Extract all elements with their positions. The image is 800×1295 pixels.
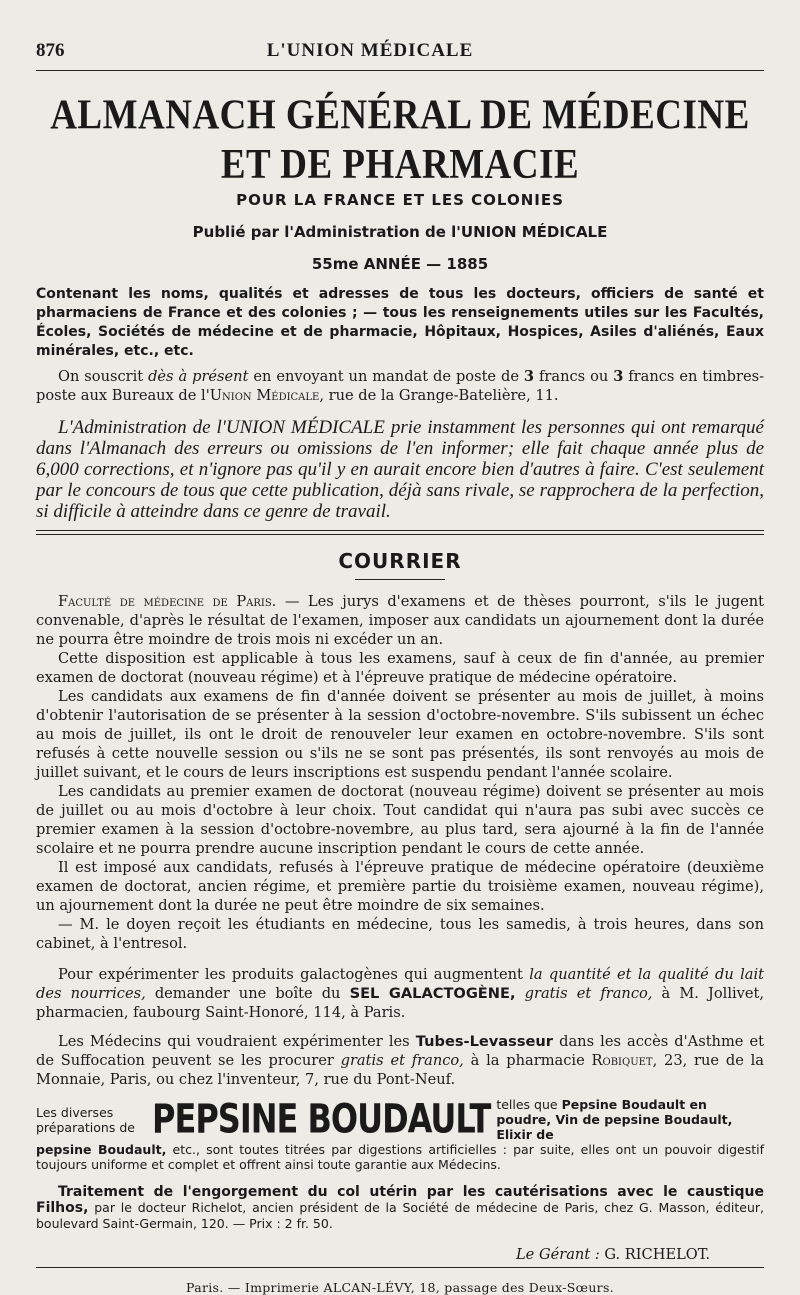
courrier-paragraph-1: [36, 592, 764, 649]
almanach-publisher: Publié par l'Administration de l'UNION MÉDICALE: [192, 223, 608, 241]
galacto-italic-2: gratis et franco,: [524, 985, 653, 1002]
price-a: 3: [523, 368, 535, 385]
printer-imprint: Paris. — Imprimerie ALCAN-LÉVY, 18, passage des Deux-Sœurs.: [186, 1280, 614, 1295]
section-divider: [36, 530, 764, 535]
page-number: 876: [36, 40, 65, 61]
pepsine-right-2: Pepsine Boudault en poudre, Vin de pepsine Boudault, Elixir de: [496, 1097, 733, 1142]
subscribe-journal: Union Médicale: [209, 387, 320, 404]
levasseur-text-2: dans les accès d'Asthme et de Suffocation peuvent se les procurer: [36, 1033, 765, 1069]
courrier-underline: [355, 579, 445, 580]
subscribe-text-4: francs en timbres-poste aux Bureaux de l': [36, 368, 765, 404]
pepsine-brand: PEPSINE BOUDAULT: [152, 1095, 491, 1143]
subscribe-text-1: On souscrit: [58, 368, 144, 385]
galactogene-advert: [36, 965, 764, 1022]
pepsine-rest-bold: pepsine Boudault,: [36, 1142, 167, 1157]
header-rule: [36, 70, 764, 71]
gerant-label: Le Gérant :: [515, 1246, 600, 1263]
levasseur-text-3: à la pharmacie: [470, 1052, 585, 1069]
subscription-paragraph: [36, 367, 764, 405]
pepsine-advert: [36, 1097, 764, 1142]
courrier-paragraph-6: — M. le doyen reçoit les étudiants en médecine, tous les samedis, à trois heures, dans son cabinet, à l'entresol.: [36, 916, 764, 952]
levasseur-italic: gratis et franco,: [340, 1052, 464, 1069]
price-b: 3: [613, 368, 624, 385]
pepsine-rest: [36, 1142, 764, 1172]
galacto-italic: la quantité et la qualité du lait des nourrices,: [36, 966, 764, 1002]
pepsine-right-1: telles que: [496, 1097, 558, 1112]
page-header: [36, 40, 764, 62]
footer-rule: [36, 1267, 764, 1268]
courrier-paragraph-4: Les candidats au premier examen de doctorat (nouveau régime) doivent se présenter au mois de juillet ou au mois d'octobre à leur choix. Tout candidat qui n'aura pas subi avec succès ce premier examen à la session d'octobre-novembre, au plus tard, sera ajourné à la fin de l'année scolaire et ne pourra prendre aucune inscription pendant le cours de cette année.: [36, 783, 764, 857]
administration-appeal: L'Administration de l'UNION MÉDICALE prie instamment les personnes qui ont remarqué dans l'Almanach des erreurs ou omissions de l'en informer; elle fait chaque année plus de 6,000 corrections, et n'ignore pas qu'il y en aurait encore bien d'autres à faire. C'est seulement par le concours de tous que cette publication, déjà sans rivale, se rapprochera de la perfection, si difficile à atteindre dans ce genre de travail.: [36, 417, 764, 522]
galacto-text-1: Pour expérimenter les produits galactogènes qui augmentent: [58, 966, 523, 983]
levasseur-pharmacy: Robiquet: [591, 1052, 653, 1069]
faculty-lead: Faculté de médecine de Paris.: [58, 593, 277, 610]
subscribe-text-5: , rue de la Grange-Batelière, 11.: [319, 387, 559, 404]
courrier-paragraph-3: Les candidats aux examens de fin d'année doivent se présenter au mois de juillet, à moins d'obtenir l'autorisation de se présenter à la session d'octobre-novembre. S'ils subissent un échec au mois de juillet, ils ont le droit de renouveler leur examen en octobre-novembre. S'ils sont refusés à cette nouvelle session ou s'ils ne se sont pas présentés, ils sont renvoyés au mois de juillet suivant, et le cours de leurs inscriptions est suspendu pendant l'année scolaire.: [36, 688, 764, 781]
gerant-name: G. RICHELOT.: [604, 1246, 710, 1263]
subscribe-text-2: en envoyant un mandat de poste de: [253, 368, 519, 385]
courrier-paragraph-5: Il est imposé aux candidats, refusés à l'épreuve pratique de médecine opératoire (deuxième examen de doctorat, ancien régime, et première partie du troisième examen, nouveau régime), un ajournement dont la durée ne peut être moindre de six semaines.: [36, 859, 764, 914]
levasseur-brand: Tubes-Levasseur: [415, 1033, 554, 1050]
levasseur-text-1: Les Médecins qui voudraient expérimenter les: [58, 1033, 410, 1050]
levasseur-advert: [36, 1032, 764, 1089]
subscribe-text-3: francs ou: [539, 368, 609, 385]
gerant-signature: [36, 1246, 710, 1263]
galacto-text-3: à M. Jollivet, pharmacien, faubourg Saint-Honoré, 114, à Paris.: [36, 985, 765, 1021]
running-title: L'UNION MÉDICALE: [266, 40, 474, 61]
pepsine-left-text: Les diverses préparations de: [36, 1104, 135, 1135]
almanach-year: 55me ANNÉE — 1885: [311, 255, 489, 273]
filhos-rest: par le docteur Richelot, ancien président de la Société de médecine de Paris, chez G. Masson, éditeur, boulevard Saint-Germain, 120. — Prix : 2 fr. 50.: [36, 1200, 764, 1231]
galacto-brand: SEL GALACTOGÈNE,: [349, 985, 516, 1002]
almanach-subtitle: POUR LA FRANCE ET LES COLONIES: [236, 191, 564, 209]
filhos-advert: [36, 1184, 764, 1232]
subscribe-italic: dès à présent: [148, 368, 249, 385]
pepsine-right-text: [496, 1097, 764, 1142]
levasseur-text-4: , 23, rue de la Monnaie, Paris, ou chez l'inventeur, 7, rue du Pont-Neuf.: [36, 1052, 764, 1088]
galacto-text-2: demander une boîte du: [154, 985, 341, 1002]
almanach-contents: Contenant les noms, qualités et adresses de tous les docteurs, officiers de santé et pharmaciens de France et des colonies ; — tous les renseignements utiles sur les Facultés, Écoles, Sociétés de médecine et de pharmacie, Hôpitaux, Hospices, Asiles d'aliénés, Eaux minérales, etc., etc.: [36, 286, 764, 359]
courrier-paragraph-2: Cette disposition est applicable à tous les examens, sauf à ceux de fin d'année, au premier examen de doctorat (nouveau régime) et à l'épreuve pratique de médecine opératoire.: [36, 650, 764, 686]
filhos-lead: Traitement de l'engorgement du col utérin par les cautérisations avec le caustique Filhos,: [36, 1184, 764, 1216]
courrier-heading: COURRIER: [338, 549, 462, 573]
pepsine-rest-text: etc., sont toutes titrées par digestions artificielles : par suite, elles ont un pouvoir digestif toujours uniforme et complet et offrent ainsi toute garantie aux Médecins.: [36, 1142, 764, 1172]
courrier-text-1: — Les jurys d'examens et de thèses pourront, s'ils le jugent convenable, d'après le résultat de l'examen, imposer aux candidats un ajournement dont la durée ne pourra être moindre de trois mois ni excéder un an.: [36, 593, 764, 648]
almanach-title: ALMANACH GÉNÉRAL DE MÉDECINE ET DE PHARMACIE: [50, 91, 750, 189]
